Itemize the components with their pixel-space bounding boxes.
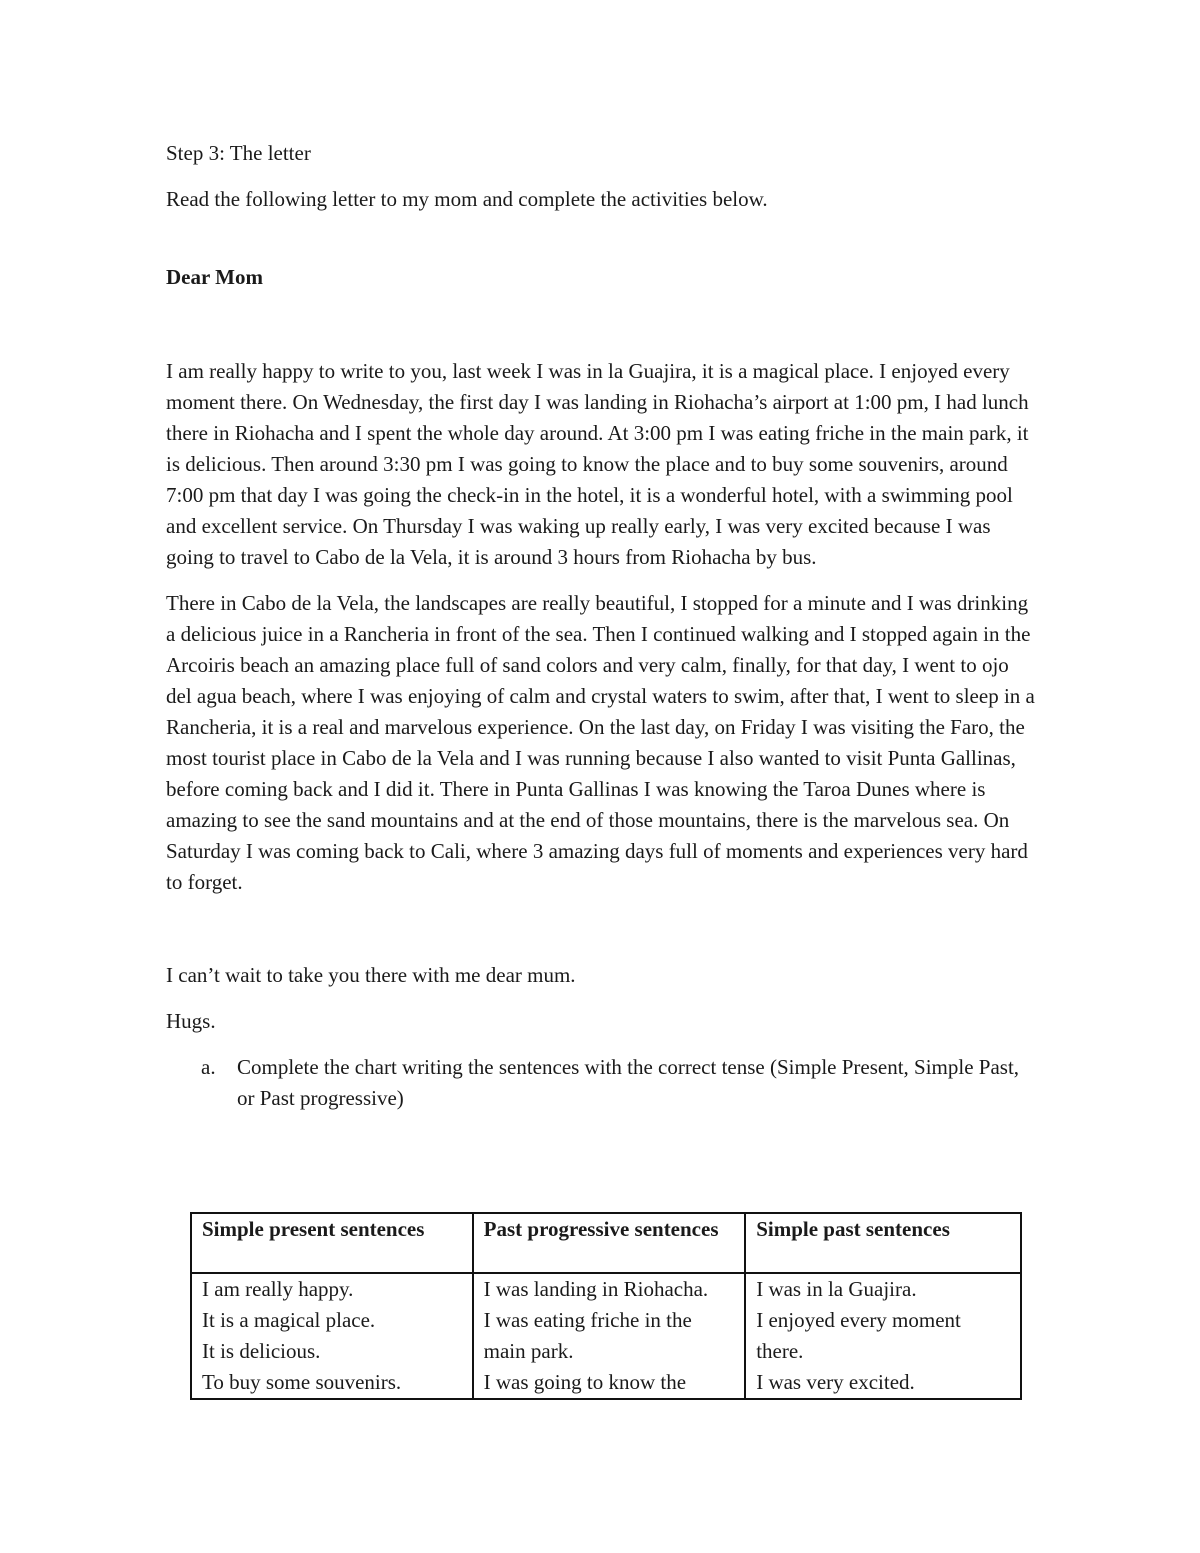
letter-signoff: Hugs. bbox=[166, 1009, 216, 1033]
activity-item bbox=[166, 1052, 1036, 1114]
sentence: I am really happy. bbox=[202, 1277, 354, 1301]
instruction-text: Read the following letter to my mom and complete the activities below. bbox=[166, 187, 768, 211]
sentence: I was going to know the bbox=[483, 1370, 687, 1394]
header-past-progressive: Past progressive sentences bbox=[473, 1213, 746, 1273]
sentence: I was eating friche in the main park. bbox=[483, 1308, 692, 1363]
header-simple-present: Simple present sentences bbox=[191, 1213, 473, 1273]
sentence: It is delicious. bbox=[202, 1339, 321, 1363]
tense-chart-table bbox=[190, 1212, 1022, 1400]
document-page bbox=[166, 138, 1036, 1114]
letter-salutation: Dear Mom bbox=[166, 265, 263, 289]
cell-past-progressive bbox=[473, 1273, 746, 1399]
letter-paragraph-2: There in Cabo de la Vela, the landscapes are really beautiful, I stopped for a minute and I was drinking a delicious juice in a Rancheria in front of the sea. Then I continued walking and I stopped again in the Arcoiris beach an amazing place full of sand colors and very calm, finally, for that day, I went to ojo del agua beach, where I was enjoying of calm and crystal waters to swim, after that, I went to sleep in a Rancheria, it is a real and marvelous experience. On the last day, on Friday I was visiting the Faro, the most tourist place in Cabo de la Vela and I was running because I also wanted to visit Punta Gallinas, before coming back and I did it. There in Punta Gallinas I was knowing the Taroa Dunes where is amazing to see the sand mountains and at the end of those mountains, there is the marvelous sea. On Saturday I was coming back to Cali, where 3 amazing days full of moments and experiences very hard to forget. bbox=[166, 591, 1035, 894]
letter-closing: I can’t wait to take you there with me dear mum. bbox=[166, 963, 576, 987]
header-simple-past: Simple past sentences bbox=[745, 1213, 1021, 1273]
sentence: I was landing in Riohacha. bbox=[483, 1277, 709, 1301]
activity-text: Complete the chart writing the sentences with the correct tense (Simple Present, Simple Past, or Past progressive) bbox=[237, 1055, 1020, 1110]
sentence: I was in la Guajira. bbox=[756, 1277, 917, 1301]
sentence: I enjoyed every moment there. bbox=[756, 1308, 961, 1363]
cell-simple-present bbox=[191, 1273, 473, 1399]
activity-marker: a. bbox=[201, 1055, 216, 1079]
sentence: It is a magical place. bbox=[202, 1308, 376, 1332]
cell-simple-past bbox=[745, 1273, 1021, 1399]
letter-paragraph-1: I am really happy to write to you, last week I was in la Guajira, it is a magical place. I enjoyed every moment there. On Wednesday, the first day I was landing in Riohacha’s airport at 1:00 pm, I had lunch there in Riohacha and I spent the whole day around. At 3:00 pm I was eating friche in the main park, it is delicious. Then around 3:30 pm I was going to know the place and to buy some souvenirs, around 7:00 pm that day I was going the check-in in the hotel, it is a wonderful hotel, with a swimming pool and excellent service. On Thursday I was waking up really early, I was very excited because I was going to travel to Cabo de la Vela, it is around 3 hours from Riohacha by bus. bbox=[166, 359, 1029, 569]
step-title: Step 3: The letter bbox=[166, 141, 311, 165]
table-header-row bbox=[191, 1213, 1021, 1273]
sentence: I was very excited. bbox=[756, 1370, 915, 1394]
sentence: To buy some souvenirs. bbox=[202, 1370, 402, 1394]
table-row bbox=[191, 1273, 1021, 1399]
